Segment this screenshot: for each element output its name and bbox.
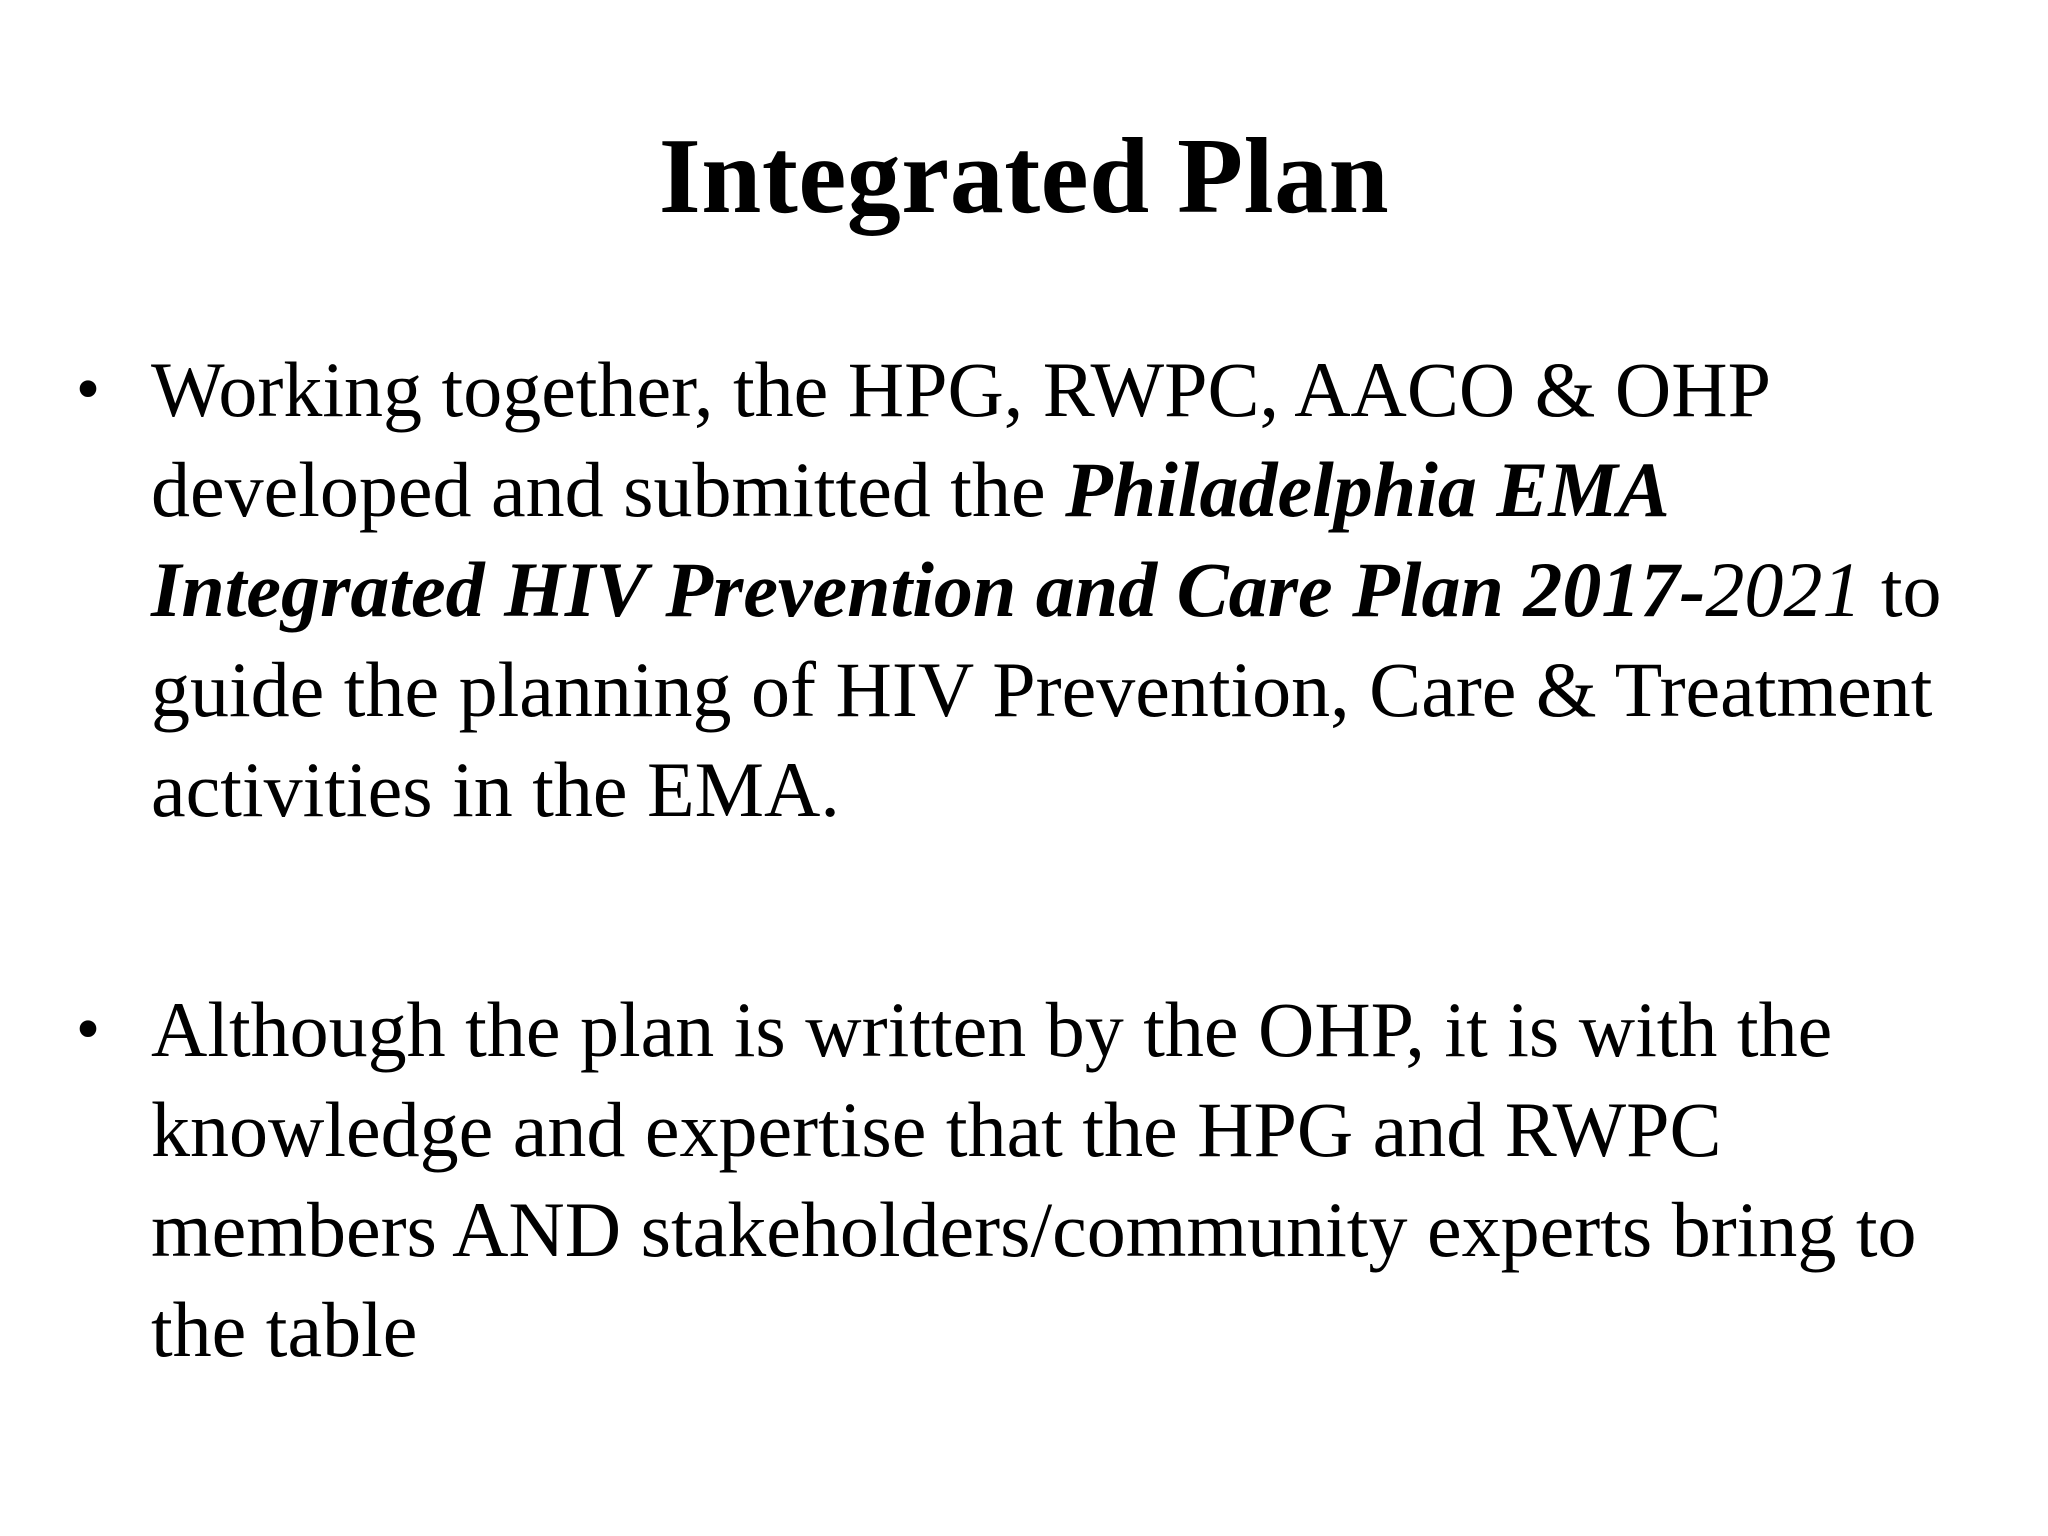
bullet-icon: • [75,351,101,428]
bullet-2-text: Although the plan is written by the OHP, it is with the knowledge and expertise that the HPG and RWPC members AND stakeholders/community experts bring to the table [151,986,1917,1373]
bullet-item-2 [68,980,1998,1380]
bullet-list [68,340,1998,1380]
bullet-1-text-end: to guide the planning of HIV Prevention, Care & Treatment activities in the EMA. [151,546,1942,833]
bullet-icon: • [75,991,101,1068]
plan-year-emphasis: 2021 [1705,546,1862,633]
plan-title-emphasis: Philadelphia EMA Integrated HIV Prevention and Care Plan 2017- [151,446,1706,633]
bullet-item-1 [68,340,1998,840]
slide-title: Integrated Plan [658,117,1390,236]
bullet-1-text-start: Working together, the HPG, RWPC, AACO & OHP developed and submitted the [151,346,1769,533]
